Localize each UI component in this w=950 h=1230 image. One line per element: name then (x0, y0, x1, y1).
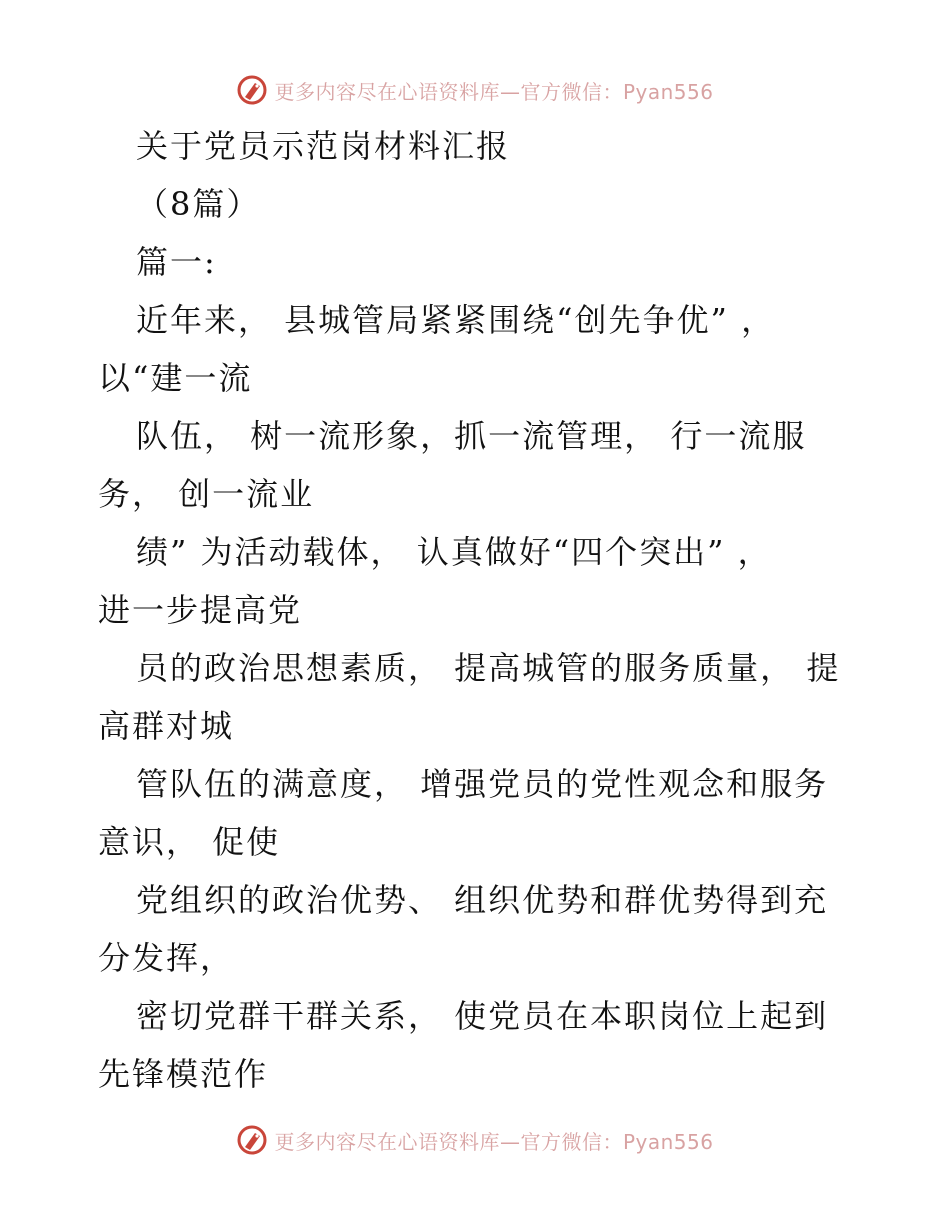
paragraph-line: 管队伍的满意度， 增强党员的党性观念和服务 (136, 765, 829, 803)
pen-nib-logo-icon (236, 1124, 268, 1156)
paragraph-line: 绩” 为活动载体， 认真做好“四个突出” ， (136, 533, 772, 571)
paragraph-line: 务， 创一流业 (98, 475, 315, 513)
watermark-text: 更多内容尽在心语资料库—官方微信：Pyan556 (274, 79, 714, 104)
paragraph-line: 意识， 促使 (98, 823, 281, 861)
paragraph-line: 以“建一流 (98, 359, 253, 397)
watermark-text: 更多内容尽在心语资料库—官方微信：Pyan556 (274, 1129, 714, 1154)
paragraph-line: 密切党群干群关系， 使党员在本职岗位上起到 (136, 997, 829, 1035)
paragraph-line: 队伍， 树一流形象，抓一流管理， 行一流服 (136, 417, 807, 455)
paragraph-line: 近年来， 县城管局紧紧围绕“创先争优” ， (136, 301, 776, 339)
header-watermark-banner (0, 70, 950, 110)
paragraph-line: 先锋模范作 (98, 1055, 269, 1093)
paragraph-line: 进一步提高党 (98, 591, 303, 629)
footer-watermark-banner (0, 1120, 950, 1160)
document-title: 关于党员示范岗材料汇报 (136, 127, 511, 165)
paragraph-line: 党组织的政治优势、 组织优势和群优势得到充 (136, 881, 829, 919)
document-subtitle: （8篇） (136, 185, 261, 223)
paragraph-line: 员的政治思想素质， 提高城管的服务质量， 提 (136, 649, 841, 687)
pen-nib-logo-icon (236, 74, 268, 106)
paragraph-line: 分发挥， (98, 939, 235, 977)
paragraph-line: 高群对城 (98, 707, 235, 745)
section-heading: 篇一: (136, 243, 217, 281)
